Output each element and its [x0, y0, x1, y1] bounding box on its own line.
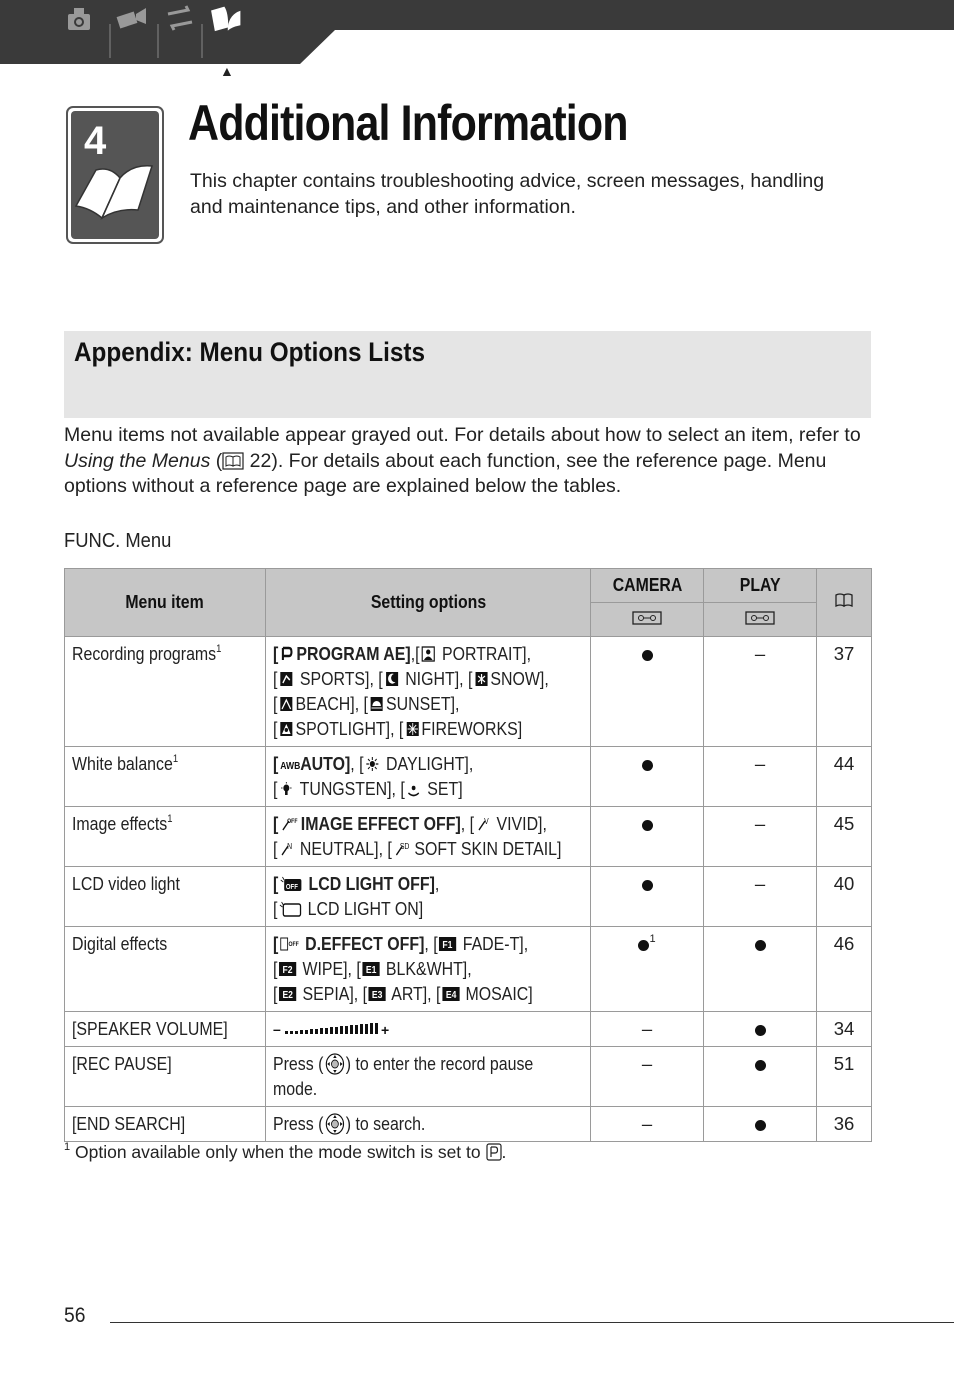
- portrait-icon: [421, 646, 436, 662]
- func-menu-table: [64, 568, 872, 1142]
- header-setting-options: Setting options: [266, 569, 591, 637]
- setting-options-cell: Press ( ) to search.: [266, 1107, 591, 1142]
- svg-text:AWB: AWB: [280, 760, 301, 772]
- camera-availability: [591, 807, 704, 867]
- book-tab-icon[interactable]: [208, 0, 244, 36]
- play-availability: [704, 1012, 817, 1047]
- svg-text:V: V: [483, 816, 489, 827]
- available-dot: [642, 820, 653, 831]
- table-row-speaker-volume: [65, 1012, 872, 1047]
- svg-text:E3: E3: [372, 989, 383, 1001]
- chapter-intro: This chapter contains troubleshooting advice, screen messages, handling and maintenance tips, and other information.: [190, 170, 825, 218]
- intro-text-3: 22). For details about each function, see the reference page. Menu options without a reference page are explained below the tables.: [64, 449, 827, 497]
- reference-page: 44: [817, 747, 872, 807]
- joystick-icon: [325, 1113, 344, 1135]
- table-row-digital-effects: [65, 927, 872, 1012]
- table-row-rec-pause: [65, 1047, 872, 1107]
- svg-text:N: N: [287, 841, 293, 852]
- available-dot: [755, 1060, 766, 1071]
- sunset-icon: [370, 696, 385, 712]
- svg-text:E2: E2: [282, 989, 294, 1001]
- menu-item-cell: Digital effects: [65, 927, 266, 1012]
- using-menus-link[interactable]: Using the Menus: [64, 449, 211, 472]
- table-row-lcd-video-light: [65, 867, 872, 927]
- joystick-icon: [325, 1053, 344, 1075]
- appendix-intro: [64, 423, 874, 500]
- program-ae-icon: [280, 646, 295, 662]
- menu-item-cell: [REC PAUSE]: [65, 1047, 266, 1107]
- footnote-marker: 1: [64, 1141, 71, 1153]
- setting-options-cell: [ OFF D.EFFECT OFF], [ F1 FADE-T], [ F2 WIPE], [ E1 BLK&WHT], [ E2 SEPIA], [ E3 ART], [ E4 MOSAIC]: [266, 927, 591, 1012]
- reference-page: 36: [817, 1107, 872, 1142]
- lcd-light-on-icon: [279, 901, 301, 917]
- camera-tab-icon[interactable]: [62, 0, 98, 36]
- neutral-icon: [279, 841, 294, 857]
- intro-text-1: Menu items not available appear grayed out. For details about how to select an item, refer to: [64, 424, 861, 446]
- book-ref-icon: [222, 452, 244, 470]
- available-dot: [642, 880, 653, 891]
- menu-item-cell: White balance$^1$: [65, 747, 266, 807]
- table-row-white-balance: [65, 747, 872, 807]
- movie-tab-icon[interactable]: [114, 0, 150, 36]
- top-nav-bar: [0, 0, 954, 79]
- svg-text:F2: F2: [282, 964, 293, 976]
- volume-plus: +: [381, 1022, 390, 1039]
- soft-skin-icon: [394, 841, 409, 857]
- program-mode-icon: [486, 1143, 502, 1161]
- menu-item-cell: LCD video light: [65, 867, 266, 927]
- svg-text:F1: F1: [442, 939, 453, 951]
- play-availability: [704, 1047, 817, 1107]
- wipe-icon: [279, 961, 296, 977]
- menu-item-cell: [SPEAKER VOLUME]: [65, 1012, 266, 1047]
- fireworks-icon: [405, 721, 420, 737]
- available-dot: [755, 1120, 766, 1131]
- camera-availability: 1: [591, 927, 704, 1012]
- reference-page: 37: [817, 637, 872, 747]
- svg-text:OFF: OFF: [286, 883, 299, 892]
- transfer-tab-icon[interactable]: [162, 0, 198, 36]
- appendix-title: Appendix: Menu Options Lists: [74, 337, 425, 367]
- beach-icon: [279, 696, 294, 712]
- header-camera: CAMERA: [591, 569, 704, 603]
- image-effect-off-icon: [280, 816, 298, 832]
- vivid-icon: [476, 816, 491, 832]
- menu-item-cell: [END SEARCH]: [65, 1107, 266, 1142]
- volume-minus: –: [273, 1021, 281, 1038]
- available-dot: [755, 1025, 766, 1036]
- play-availability: [704, 927, 817, 1012]
- blk-wht-icon: [363, 961, 380, 977]
- sports-icon: [279, 671, 294, 687]
- active-tab-indicator: ▲: [220, 63, 234, 79]
- camera-availability: [591, 747, 704, 807]
- setting-options-cell: Press ( ) to enter the record pause mode.: [266, 1047, 591, 1107]
- snow-icon: [474, 671, 489, 687]
- camera-availability: –: [591, 1012, 704, 1047]
- svg-text:SD: SD: [400, 841, 410, 852]
- camera-availability: [591, 637, 704, 747]
- chapter-number: 4: [84, 119, 107, 163]
- available-dot: [642, 760, 653, 771]
- reference-page: 45: [817, 807, 872, 867]
- setting-options-cell: [ AWB AUTO], [ DAYLIGHT], [ TUNGSTEN], [ SET]: [266, 747, 591, 807]
- available-dot: [638, 940, 649, 951]
- footnote-end: .: [501, 1142, 507, 1162]
- reference-page: 40: [817, 867, 872, 927]
- play-availability: –: [704, 867, 817, 927]
- setting-options-cell: [ PROGRAM AE],[ PORTRAIT], [ SPORTS], [ NIGHT], [ SNOW], [ BEACH], [ SUNSET], [ SPOTLIGHT], [ FIREWORKS]: [266, 637, 591, 747]
- svg-text:E4: E4: [445, 989, 457, 1001]
- svg-text:E1: E1: [365, 964, 377, 976]
- header-play: PLAY: [704, 569, 817, 603]
- setting-options-cell: [266, 1012, 591, 1047]
- awb-icon: [280, 756, 301, 772]
- play-availability: –: [704, 637, 817, 747]
- table-row-end-search: [65, 1107, 872, 1142]
- camera-availability: –: [591, 1047, 704, 1107]
- menu-item-cell: Image effects$^1$: [65, 807, 266, 867]
- page-number: 56: [64, 1304, 86, 1327]
- header-reference-page: [817, 569, 872, 637]
- daylight-icon: [365, 756, 380, 772]
- mosaic-icon: [442, 986, 459, 1002]
- art-icon: [369, 986, 386, 1002]
- play-availability: –: [704, 807, 817, 867]
- volume-bar-icon: [273, 1022, 403, 1038]
- book-icon: [834, 592, 854, 608]
- spotlight-icon: [279, 721, 294, 737]
- camera-availability: –: [591, 1107, 704, 1142]
- setting-options-cell: [ OFF IMAGE EFFECT OFF], [ V VIVID], [ N NEUTRAL], [ SD SOFT SKIN DETAIL]: [266, 807, 591, 867]
- custom-wb-icon: [407, 781, 422, 797]
- play-availability: [704, 1107, 817, 1142]
- deffect-off-icon: [280, 936, 299, 952]
- sepia-icon: [279, 986, 296, 1002]
- header-camera-tape: [591, 603, 704, 637]
- func-menu-title: FUNC. Menu: [64, 530, 172, 552]
- chapter-badge: [66, 106, 164, 244]
- camera-availability: [591, 867, 704, 927]
- play-availability: –: [704, 747, 817, 807]
- setting-options-cell: [ OFF LCD LIGHT OFF], [ LCD LIGHT ON]: [266, 867, 591, 927]
- tape-icon: [745, 611, 775, 625]
- intro-text-2: (: [210, 449, 223, 472]
- night-icon: [384, 671, 399, 687]
- header-menu-item: Menu item: [65, 569, 266, 637]
- available-dot: [642, 650, 653, 661]
- tungsten-icon: [279, 781, 294, 797]
- chapter-title: Additional Information: [188, 95, 628, 151]
- footnote-text: Option available only when the mode switch is set to: [70, 1142, 486, 1162]
- header-play-tape: [704, 603, 817, 637]
- footnote: [64, 1142, 506, 1163]
- appendix-heading-box: [64, 331, 871, 418]
- available-dot: [755, 940, 766, 951]
- menu-item-cell: Recording programs$^1$: [65, 637, 266, 747]
- tape-icon: [632, 611, 662, 625]
- table-row-image-effects: [65, 807, 872, 867]
- footer-rule: [110, 1322, 954, 1323]
- table-row-recording-programs: [65, 637, 872, 747]
- reference-page: 46: [817, 927, 872, 1012]
- fade-t-icon: [439, 936, 456, 952]
- lcd-light-off-icon: [280, 876, 302, 892]
- svg-text:OFF: OFF: [288, 941, 299, 949]
- reference-page: 34: [817, 1012, 872, 1047]
- svg-text:OFF: OFF: [287, 818, 298, 826]
- reference-page: 51: [817, 1047, 872, 1107]
